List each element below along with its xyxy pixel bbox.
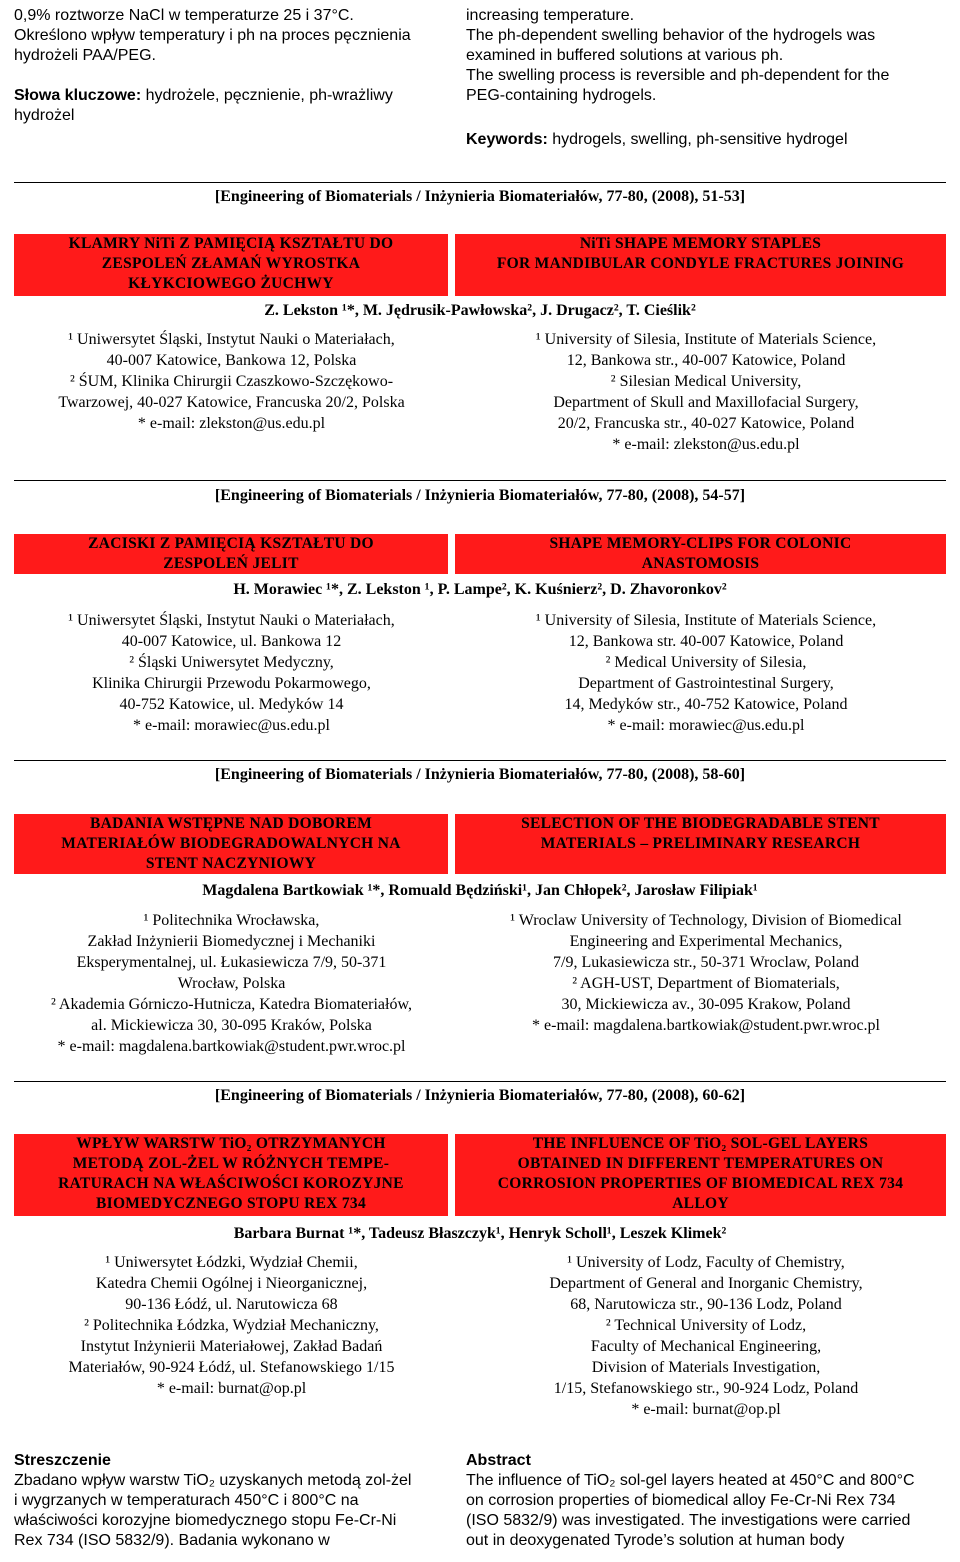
aff-line: Klinika Chirurgii Przewodu Pokarmowego, [92,675,371,692]
title-polish [14,534,448,574]
aff-line: Twarzowej, 40-027 Katowice, Francuska 20/2, Polska [58,394,405,411]
aff-line: Eksperymentalnej, ul. Łukasiewicza 7/9, 50-371 [76,954,387,971]
email: * e-mail: magdalena.bartkowiak@student.pwr.wroc.pl [532,1017,880,1034]
title-english [455,234,946,296]
keywords-text: hydrożele, pęcznienie, ph-wrażliwy [141,87,393,104]
aff-line: Division of Materials Investigation, [591,1359,821,1376]
email: * e-mail: burnat@op.pl [156,1380,307,1397]
title-english [455,1134,946,1216]
aff-line: 30, Mickiewicza av., 30-095 Krakow, Poland [561,996,851,1013]
intro-left [14,6,449,126]
title-line: STENT NACZYNIOWY [145,855,317,872]
affiliation-english [466,610,946,736]
aff-line: ¹ Uniwersytet Śląski, Instytut Nauki o Materiałach, [68,612,395,629]
title-line: ZESPOLEŃ ZŁAMAŃ WYROSTKA [101,255,361,272]
abstract-heading: Streszczenie [14,1452,111,1469]
intro-line: 0,9% roztworze NaCl w temperaturze 25 i 37°C. [14,7,354,24]
aff-line: 40-007 Katowice, ul. Bankowa 12 [121,633,342,650]
aff-line: ¹ Uniwersytet Łódzki, Wydział Chemii, [105,1254,358,1271]
aff-line: Wrocław, Polska [177,975,286,992]
aff-line: ¹ Wroclaw University of Technology, Division of Biomedical [510,912,902,929]
article-reference: [Engineering of Biomaterials / Inżynieria Biomateriałów, 77-80, (2008), 51-53] [214,188,746,205]
title-line: OBTAINED IN DIFFERENT TEMPERATURES ON [517,1155,884,1172]
title-line: SHAPE MEMORY-CLIPS FOR COLONIC [549,535,852,552]
abstract-line: on corrosion properties of biomedical alloy Fe-Cr-Ni Rex 734 [466,1492,896,1509]
aff-line: 12, Bankowa str. 40-007 Katowice, Poland [568,633,844,650]
aff-line: 14, Medyków str., 40-752 Katowice, Poland [564,696,848,713]
aff-line: Zakład Inżynierii Biomedycznej i Mechaniki [87,933,376,950]
affiliation-polish [14,910,449,1057]
aff-line: 90-136 Łódź, ul. Narutowicza 68 [125,1296,338,1313]
abstract-line: właściwości korozyjne biomedycznego stopu Fe-Cr-Ni [14,1512,397,1529]
affiliation-polish [14,1252,449,1399]
title-line: MATERIALS – PRELIMINARY RESEARCH [540,835,861,852]
aff-line: ² Śląski Uniwersytet Medyczny, [129,654,334,671]
intro-line: increasing temperature. [466,7,635,24]
aff-line: ² AGH-UST, Department of Biomaterials, [572,975,840,992]
title-line: NiTi SHAPE MEMORY STAPLES [579,235,822,252]
email: * e-mail: morawiec@us.edu.pl [607,717,805,734]
aff-line: ² Technical University of Lodz, [605,1317,807,1334]
aff-line: Department of Gastrointestinal Surgery, [578,675,834,692]
title-line: CORROSION PROPERTIES OF BIOMEDICAL REX 734 [497,1175,904,1192]
aff-line: ¹ Uniwersytet Śląski, Instytut Nauki o Materiałach, [68,331,395,348]
title-line: ANASTOMOSIS [641,555,760,572]
aff-line: ¹ Politechnika Wrocławska, [143,912,320,929]
aff-line: Instytut Inżynierii Materiałowej, Zakład Badań [80,1338,383,1355]
abstract-line: i wygrzanych w temperaturach 450°C i 800°C na [14,1492,359,1509]
keywords-en [466,130,946,150]
email: * e-mail: zlekston@us.edu.pl [137,415,326,432]
aff-line: 7/9, Lukasiewicza str., 50-371 Wroclaw, Poland [553,954,859,971]
affiliation-english [466,1252,946,1420]
title-line: WPŁYW WARSTW TiO₂ OTRZYMANYCH [76,1135,386,1152]
affiliation-english [466,910,946,1036]
title-line: MATERIAŁÓW BIODEGRADOWALNYCH NA [61,835,401,852]
title-polish [14,814,448,874]
keywords-pl [14,86,449,106]
title-polish [14,1134,448,1216]
email: * e-mail: burnat@op.pl [631,1401,781,1418]
intro-line: hydrożel [14,107,75,124]
aff-line: ² Medical University of Silesia, [605,654,807,671]
abstract-line: out in deoxygenated Tyrode’s solution at human body [466,1532,845,1549]
authors: Magdalena Bartkowiak ¹*, Romuald Będziński¹, Jan Chłopek², Jarosław Filipiak¹ [202,882,758,899]
aff-line: 40-007 Katowice, Bankowa 12, Polska [106,352,357,369]
title-line: BIOMEDYCZNEGO STOPU REX 734 [95,1195,367,1212]
title-line: KŁYKCIOWEGO ŻUCHWY [128,275,334,292]
aff-line: Department of Skull and Maxillofacial Surgery, [553,394,859,411]
intro-line: examined in buffered solutions at various ph. [466,47,784,64]
divider [14,1081,946,1082]
aff-line: Katedra Chemii Ogólnej i Nieorganicznej, [95,1275,368,1292]
aff-line: Department of General and Inorganic Chemistry, [549,1275,863,1292]
aff-line: 12, Bankowa str., 40-007 Katowice, Poland [566,352,846,369]
aff-line: 1/15, Stefanowskiego str., 90-924 Lodz, Poland [553,1380,859,1397]
aff-line: Materiałów, 90-924 Łódź, ul. Stefanowskiego 1/15 [68,1359,395,1376]
affiliation-polish [14,610,449,736]
title-line: FOR MANDIBULAR CONDYLE FRACTURES JOINING [496,255,905,272]
aff-line: ¹ University of Silesia, Institute of Materials Science, [535,331,877,348]
divider [14,480,946,481]
keywords-label: Słowa kluczowe: [14,87,142,104]
aff-line: ² Politechnika Łódzka, Wydział Mechaniczny, [84,1317,379,1334]
title-polish [14,234,448,296]
aff-line: 68, Narutowicza str., 90-136 Lodz, Poland [570,1296,842,1313]
aff-line: ¹ University of Silesia, Institute of Materials Science, [535,612,877,629]
intro-line: PEG-containing hydrogels. [466,87,657,104]
authors: Barbara Burnat ¹*, Tadeusz Błaszczyk¹, Henryk Scholl¹, Leszek Klimek² [233,1225,727,1242]
email: * e-mail: magdalena.bartkowiak@student.pwr.wroc.pl [57,1038,406,1055]
aff-line: al. Mickiewicza 30, 30-095 Kraków, Polska [91,1017,372,1034]
title-english [455,534,946,574]
abstract-line: Zbadano wpływ warstw TiO₂ uzyskanych metodą zol-żel [14,1472,412,1489]
article-reference: [Engineering of Biomaterials / Inżynieria Biomateriałów, 77-80, (2008), 54-57] [214,487,746,504]
email: * e-mail: zlekston@us.edu.pl [612,436,800,453]
intro-line: The swelling process is reversible and ph-dependent for the [466,67,890,84]
affiliation-english [466,329,946,455]
email: * e-mail: morawiec@us.edu.pl [133,717,330,734]
title-line: ZESPOLEŃ JELIT [163,555,299,572]
article-reference: [Engineering of Biomaterials / Inżynieria Biomateriałów, 77-80, (2008), 60-62] [214,1087,746,1104]
divider [14,760,946,761]
authors: Z. Lekston ¹*, M. Jędrusik-Pawłowska², J. Drugacz², T. Cieślik² [264,302,696,319]
aff-line: ² ŚUM, Klinika Chirurgii Czaszkowo-Szczękowo- [69,373,394,390]
intro-line: hydrożeli PAA/PEG. [14,47,156,64]
aff-line: 40-752 Katowice, ul. Medyków 14 [119,696,344,713]
title-line: KLAMRY NiTi Z PAMIĘCIĄ KSZTAŁTU DO [68,235,394,252]
intro-line: The ph-dependent swelling behavior of the hydrogels was [466,27,876,44]
divider [14,182,946,183]
title-line: METODĄ ZOL-ŻEL W RÓŻNYCH TEMPE- [72,1155,390,1172]
aff-line: ¹ University of Lodz, Faculty of Chemistry, [567,1254,845,1271]
title-line: SELECTION OF THE BIODEGRADABLE STENT [521,815,880,832]
aff-line: Engineering and Experimental Mechanics, [569,933,843,950]
abstract-heading: Abstract [466,1452,531,1469]
abstract-polish [14,1451,449,1551]
title-line: ZACISKI Z PAMIĘCIĄ KSZTAŁTU DO [88,535,374,552]
title-line: BADANIA WSTĘPNE NAD DOBOREM [89,815,373,832]
abstract-line: (ISO 5832/9) was investigated. The investigations were carried [466,1512,911,1529]
abstract-line: Rex 734 (ISO 5832/9). Badania wykonano w [14,1532,330,1549]
title-line: RATURACH NA WŁAŚCIWOŚCI KOROZYJNE [58,1175,404,1192]
abstract-english [466,1451,946,1551]
aff-line: ² Silesian Medical University, [610,373,802,390]
authors: H. Morawiec ¹*, Z. Lekston ¹, P. Lampe², K. Kuśnierz², D. Zhavoronkov² [233,581,727,598]
title-english [455,814,946,874]
keywords-label: Keywords: [466,131,548,148]
aff-line: ² Akademia Górniczo-Hutnicza, Katedra Biomateriałów, [51,996,412,1013]
article-reference: [Engineering of Biomaterials / Inżynieria Biomateriałów, 77-80, (2008), 58-60] [214,766,746,783]
title-line: ALLOY [672,1195,729,1212]
intro-right [466,6,946,150]
abstract-line: The influence of TiO₂ sol-gel layers heated at 450°C and 800°C [466,1472,915,1489]
keywords-text: hydrogels, swelling, ph-sensitive hydrogel [547,131,848,148]
aff-line: Faculty of Mechanical Engineering, [590,1338,822,1355]
intro-line: Określono wpływ temperatury i ph na proces pęcznienia [14,27,411,44]
aff-line: 20/2, Francuska str., 40-027 Katowice, Poland [557,415,855,432]
title-line: THE INFLUENCE OF TiO₂ SOL-GEL LAYERS [532,1135,869,1152]
affiliation-polish [14,329,449,434]
